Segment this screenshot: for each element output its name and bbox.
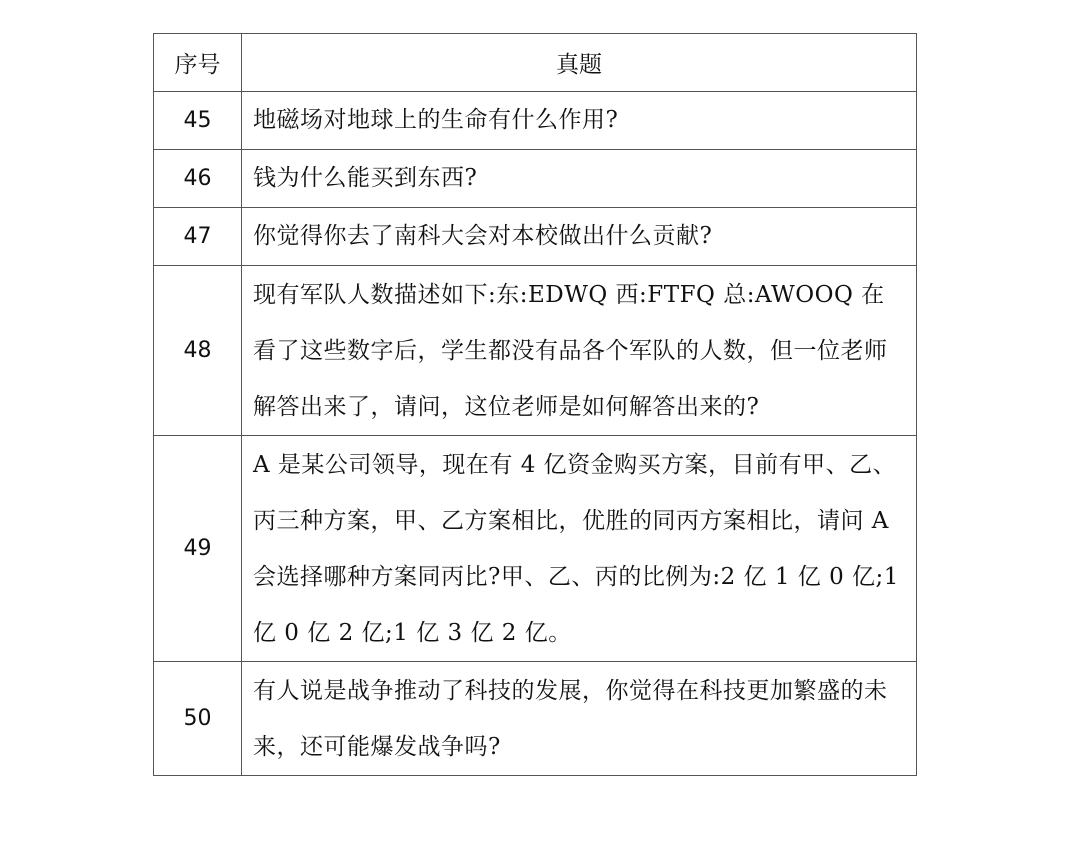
header-question: 真题	[242, 34, 917, 92]
questions-table	[153, 33, 917, 776]
row-question: A 是某公司领导，现在有 4 亿资金购买方案，目前有甲、乙、丙三种方案，甲、乙方案相比，优胜的同丙方案相比，请问 A 会选择哪种方案同丙比?甲、乙、丙的比例为:2 亿 1 亿 0 亿;1 亿 0 亿 2 亿;1 亿 3 亿 2 亿。	[242, 436, 917, 662]
row-question: 钱为什么能买到东西?	[242, 150, 917, 208]
row-question: 现有军队人数描述如下:东:EDWQ 西:FTFQ 总:AWOOQ 在看了这些数字后，学生都没有品各个军队的人数，但一位老师解答出来了，请问，这位老师是如何解答出来的?	[242, 266, 917, 436]
table-row	[154, 436, 917, 662]
row-question: 地磁场对地球上的生命有什么作用?	[242, 92, 917, 150]
table-row	[154, 150, 917, 208]
table-row	[154, 208, 917, 266]
header-number: 序号	[154, 34, 242, 92]
table-row	[154, 662, 917, 776]
row-number: 48	[154, 266, 242, 436]
table-row	[154, 266, 917, 436]
row-question: 你觉得你去了南科大会对本校做出什么贡献?	[242, 208, 917, 266]
row-number: 46	[154, 150, 242, 208]
row-number: 49	[154, 436, 242, 662]
row-number: 47	[154, 208, 242, 266]
row-question: 有人说是战争推动了科技的发展，你觉得在科技更加繁盛的未来，还可能爆发战争吗?	[242, 662, 917, 776]
row-number: 50	[154, 662, 242, 776]
row-number: 45	[154, 92, 242, 150]
table-row	[154, 92, 917, 150]
table-header-row	[154, 34, 917, 92]
